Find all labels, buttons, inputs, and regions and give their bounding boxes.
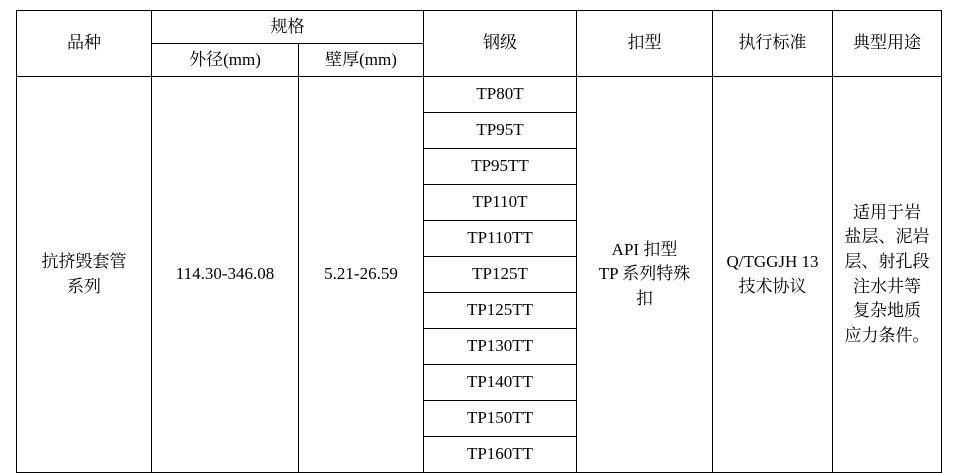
table-row xyxy=(17,77,942,113)
document-page xyxy=(0,10,958,464)
cell-steel-grade: TP110T xyxy=(424,185,577,221)
use-line-2: 盐层、泥岩 xyxy=(844,227,930,247)
cell-steel-grade: TP95TT xyxy=(424,149,577,185)
casing-spec-table xyxy=(16,10,942,473)
use-line-3: 层、射孔段 xyxy=(844,251,930,271)
standard-line-2: 技术协议 xyxy=(738,276,807,296)
cell-steel-grade: TP125TT xyxy=(424,293,577,329)
cell-standard xyxy=(713,77,833,473)
cell-steel-grade: TP130TT xyxy=(424,329,577,365)
header-steel-grade: 钢级 xyxy=(424,11,577,77)
header-standard: 执行标准 xyxy=(713,11,833,77)
cell-steel-grade: TP160TT xyxy=(424,437,577,473)
standard-line-1: Q/TGGJH 13 xyxy=(726,251,819,271)
header-outer-diameter: 外径(mm) xyxy=(152,44,299,77)
header-wall-thickness: 壁厚(mm) xyxy=(299,44,424,77)
cell-typical-use xyxy=(833,77,942,473)
header-thread-type: 扣型 xyxy=(577,11,713,77)
variety-line-2: 系列 xyxy=(67,276,101,296)
thread-line-2: TP 系列特殊 xyxy=(598,264,691,284)
use-line-1: 适用于岩 xyxy=(853,202,921,222)
thread-line-3: 扣 xyxy=(636,288,653,308)
thread-line-1: API 扣型 xyxy=(611,239,678,259)
use-line-4: 注水井等 xyxy=(853,276,921,296)
header-variety: 品种 xyxy=(17,11,152,77)
table-header-row-1 xyxy=(17,11,942,44)
header-typical-use: 典型用途 xyxy=(833,11,942,77)
cell-steel-grade: TP125T xyxy=(424,257,577,293)
variety-line-1: 抗挤毁套管 xyxy=(41,251,127,271)
use-line-6: 应力条件。 xyxy=(844,325,930,345)
cell-steel-grade: TP110TT xyxy=(424,221,577,257)
cell-thread-type xyxy=(577,77,713,473)
cell-outer-diameter: 114.30-346.08 xyxy=(152,77,299,473)
cell-wall-thickness: 5.21-26.59 xyxy=(299,77,424,473)
cell-steel-grade: TP150TT xyxy=(424,401,577,437)
cell-steel-grade: TP80T xyxy=(424,77,577,113)
cell-variety xyxy=(17,77,152,473)
header-spec-group: 规格 xyxy=(152,11,424,44)
cell-steel-grade: TP95T xyxy=(424,113,577,149)
use-line-5: 复杂地质 xyxy=(853,301,921,321)
cell-steel-grade: TP140TT xyxy=(424,365,577,401)
